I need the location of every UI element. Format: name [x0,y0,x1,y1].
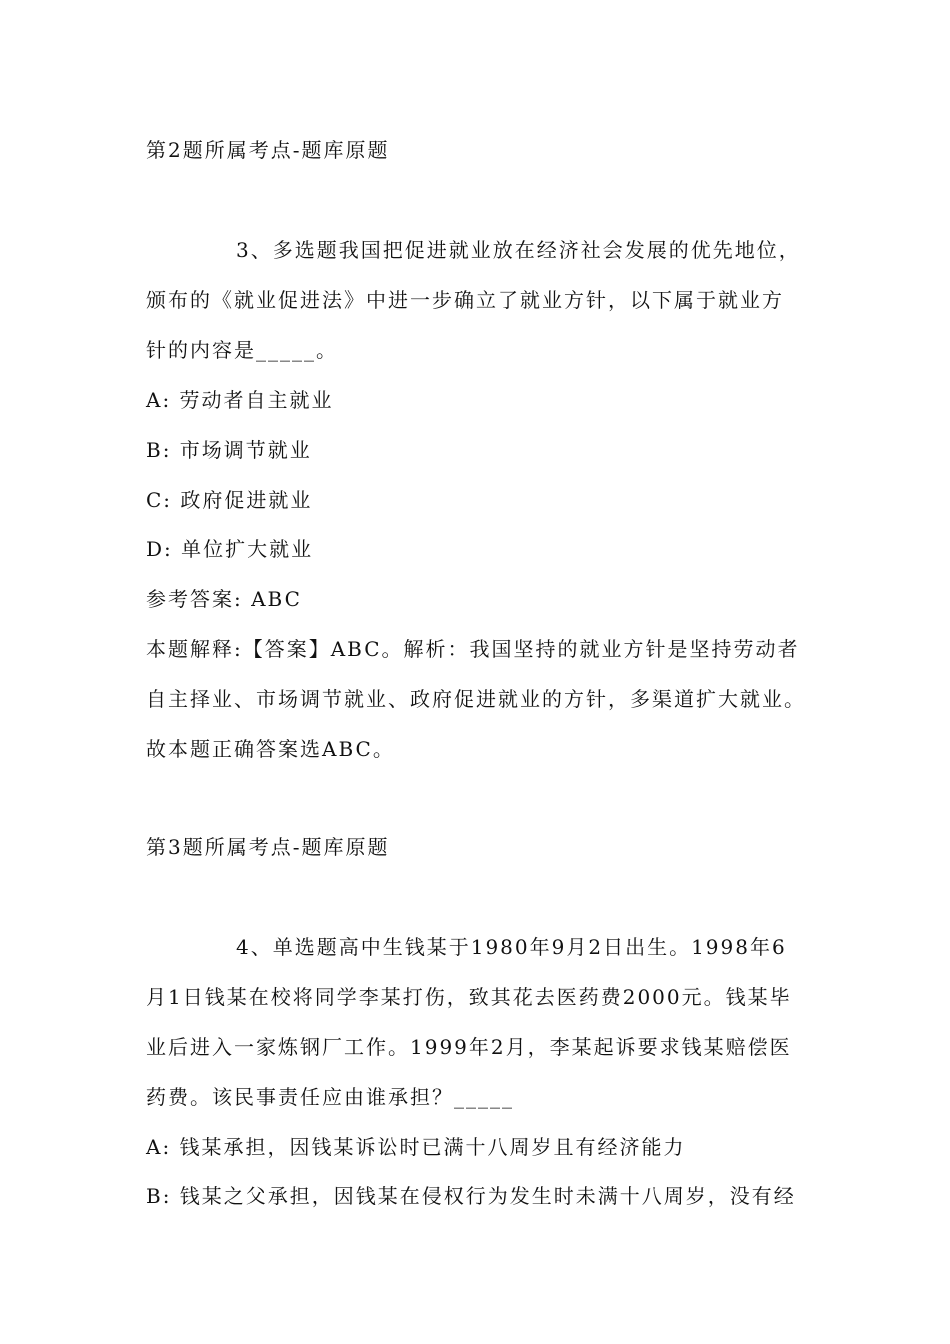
question-3-explanation-line-1: 本题解释:【答案】ABC。解析：我国坚持的就业方针是坚持劳动者 [146,637,800,661]
question-3-explanation-line-2: 自主择业、市场调节就业、政府促进就业的方针，多渠道扩大就业。 [146,687,806,711]
question-3-option-b: B: 市场调节就业 [146,438,312,462]
question-3-line-3: 针的内容是_____。 [146,338,338,362]
question-4-line-4: 药费。该民事责任应由谁承担？_____ [146,1085,514,1109]
question-3-option-d: D: 单位扩大就业 [146,537,314,561]
question-3-line-1: 3、多选题我国把促进就业放在经济社会发展的优先地位， [236,238,801,262]
question-3-option-c: C: 政府促进就业 [146,488,313,512]
question-3-line-2: 颁布的《就业促进法》中进一步确立了就业方针，以下属于就业方 [146,288,784,312]
question-4-option-a: A: 钱某承担，因钱某诉讼时已满十八周岁且有经济能力 [146,1135,686,1159]
question-3-option-a: A: 劳动者自主就业 [146,388,334,412]
question-4-line-3: 业后进入一家炼钢厂工作。1999年2月，李某起诉要求钱某赔偿医 [146,1035,792,1059]
question-3-answer: 参考答案: ABC [146,587,302,611]
question-4-line-1: 4、单选题高中生钱某于1980年9月2日出生。1998年6 [236,935,787,959]
topic-heading-3: 第3题所属考点-题库原题 [146,835,390,859]
question-3-explanation-line-3: 故本题正确答案选ABC。 [146,737,395,761]
question-4-option-b: B: 钱某之父承担，因钱某在侵权行为发生时未满十八周岁，没有经 [146,1184,796,1208]
topic-heading-2: 第2题所属考点-题库原题 [146,138,390,162]
question-4-line-2: 月1日钱某在校将同学李某打伤，致其花去医药费2000元。钱某毕 [146,985,792,1009]
